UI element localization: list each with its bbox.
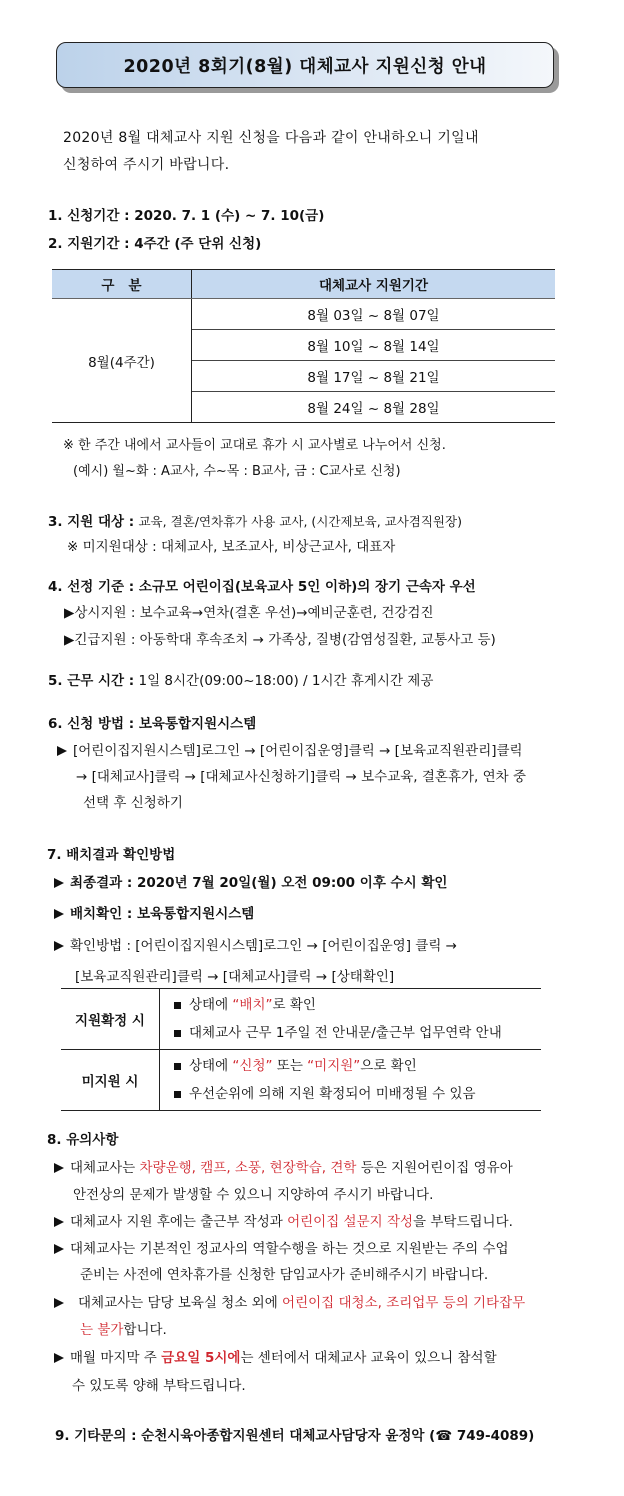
section-4-item-2: ▶긴급지원 : 아동학대 후속조치 → 가족상, 질병(감염성질환, 교통사고 등): [64, 632, 496, 648]
row-label-confirmed: 지원확정 시: [61, 989, 160, 1050]
notice-2: 대체교사 지원 후에는 출근부 작성과 어린이집 설문지 작성을 부탁드립니다.: [54, 1210, 513, 1230]
notice-1-line-2: 안전상의 문제가 발생할 수 있으니 지양하여 주시기 바랍니다.: [73, 1187, 434, 1203]
triangle-bullet-icon: [54, 1244, 64, 1254]
section-1: 1. 신청기간 : 2020. 7. 1 (수) ~ 7. 10(금): [48, 208, 325, 224]
triangle-bullet-icon: [54, 909, 64, 919]
intro-line-2: 신청하여 주시기 바랍니다.: [63, 157, 230, 173]
result-table: [61, 988, 541, 1111]
table-row: 지원확정 시 상태에 “배치”로 확인 대체교사 근무 1주일 전 안내문/출근부 업무연락 안내: [61, 989, 541, 1050]
triangle-bullet-icon: [54, 1353, 64, 1363]
title-box: [56, 42, 554, 88]
section-6-line-3: 선택 후 신청하기: [83, 795, 183, 811]
notice-3-line-2: 준비는 사전에 연차휴가를 신청한 담임교사가 준비해주시기 바랍니다.: [80, 1267, 489, 1283]
triangle-bullet-icon: [54, 941, 64, 951]
notice-5-line-2: 수 있도록 양해 부탁드립니다.: [72, 1378, 246, 1394]
header-period: 대체교사 지원기간: [192, 270, 556, 299]
note-line-2: (예시) 월~화 : A교사, 수~목 : B교사, 금 : C교사로 신청): [73, 464, 401, 479]
section-3-sub: ※ 미지원대상 : 대체교사, 보조교사, 비상근교사, 대표자: [67, 539, 396, 555]
section-6-line-2: → [대체교사]클릭 → [대체교사신청하기]클릭 → 보수교육, 결혼휴가, 연차 중: [76, 769, 527, 785]
section-6: 6. 신청 방법 : 보육통합지원시스템: [48, 716, 257, 732]
section-3: 3. 지원 대상 : 교육, 결혼/연차휴가 사용 교사, (시간제보육, 교사겸직원장): [48, 514, 462, 530]
square-bullet-icon: [174, 1002, 181, 1009]
notice-4-line-1: 대체교사는 담당 보육실 청소 외에 어린이집 대청소, 조리업무 등의 기타잡무: [54, 1291, 525, 1311]
table-row: 8월 17일 ~ 8월 21일: [192, 361, 556, 392]
period-table: [52, 269, 555, 423]
square-bullet-icon: [174, 1030, 181, 1037]
intro-line-1: 2020년 8월 대체교사 지원 신청을 다음과 같이 안내하오니 기일내: [63, 130, 479, 146]
placement-check: 배치확인 : 보육통합지원시스템: [54, 902, 254, 922]
square-bullet-icon: [174, 1091, 181, 1098]
section-4: 4. 선정 기준 : 소규모 어린이집(보육교사 5인 이하)의 장기 근속자 우선: [48, 579, 476, 595]
section-2: 2. 지원기간 : 4주간 (주 단위 신청): [48, 236, 262, 252]
notice-3-line-1: 대체교사는 기본적인 정교사의 역할수행을 하는 것으로 지원받는 주의 수업: [54, 1237, 509, 1257]
page-title: 2020년 8회기(8월) 대체교사 지원신청 안내: [123, 56, 487, 77]
note-line-1: ※ 한 주간 내에서 교사들이 교대로 휴가 시 교사별로 나누어서 신청.: [63, 438, 446, 453]
notice-5-line-1: 매월 마지막 주 금요일 5시에는 센터에서 대체교사 교육이 있으니 참석할: [54, 1346, 497, 1366]
status-unsupported: “미지원”: [307, 1058, 361, 1074]
square-bullet-icon: [174, 1063, 181, 1070]
table-row: 8월 03일 ~ 8월 07일: [192, 299, 556, 330]
intro-text: [63, 125, 479, 179]
section-8: 8. 유의사항: [47, 1132, 119, 1148]
apply-period: 2020. 7. 1 (수) ~ 7. 10(금): [134, 208, 325, 224]
triangle-bullet-icon: [54, 878, 64, 888]
section-5: 5. 근무 시간 : 1일 8시간(09:00~18:00) / 1시간 휴게시간 제공: [48, 673, 434, 689]
status-placed: “배치”: [232, 997, 273, 1013]
section-4-item-1: ▶상시지원 : 보수교육→연차(결혼 우선)→예비군훈련, 건강검진: [64, 605, 434, 621]
contact-info: 9. 기타문의 : 순천시육아종합지원센터 대체교사담당자 윤정악 (☎ 749-4089): [55, 1428, 535, 1444]
section-6-line-1: [어린이집지원시스템]로그인 → [어린이집운영]클릭 → [보육교직원관리]클릭: [57, 739, 523, 759]
header-category: 구 분: [52, 270, 192, 299]
notice-4-line-2: 는 불가합니다.: [80, 1322, 167, 1338]
triangle-bullet-icon: [54, 1298, 64, 1308]
check-method-line-2: [보육교직원관리]클릭 → [대체교사]클릭 → [상태확인]: [75, 969, 395, 985]
triangle-bullet-icon: [57, 746, 67, 756]
table-row: 8월 24일 ~ 8월 28일: [192, 392, 556, 423]
group-cell: 8월(4주간): [52, 299, 192, 423]
check-method-line-1: 확인방법 : [어린이집지원시스템]로그인 → [어린이집운영] 클릭 →: [54, 934, 457, 954]
status-applied: “신청”: [232, 1058, 273, 1074]
table-row: 8월 10일 ~ 8월 14일: [192, 330, 556, 361]
triangle-bullet-icon: [54, 1217, 64, 1227]
section-7: 7. 배치결과 확인방법: [47, 847, 176, 863]
triangle-bullet-icon: [54, 1163, 64, 1173]
support-period: 4주간 (주 단위 신청): [134, 236, 262, 252]
notice-1-line-1: 대체교사는 차량운행, 캠프, 소풍, 현장학습, 견학 등은 지원어린이집 영유아: [54, 1156, 513, 1176]
table-row: 미지원 시 상태에 “신청” 또는 “미지원”으로 확인 우선순위에 의해 지원 확정되어 미배정될 수 있음: [61, 1050, 541, 1111]
final-result: 최종결과 : 2020년 7월 20일(월) 오전 09:00 이후 수시 확인: [54, 871, 447, 891]
row-label-unsupported: 미지원 시: [61, 1050, 160, 1111]
